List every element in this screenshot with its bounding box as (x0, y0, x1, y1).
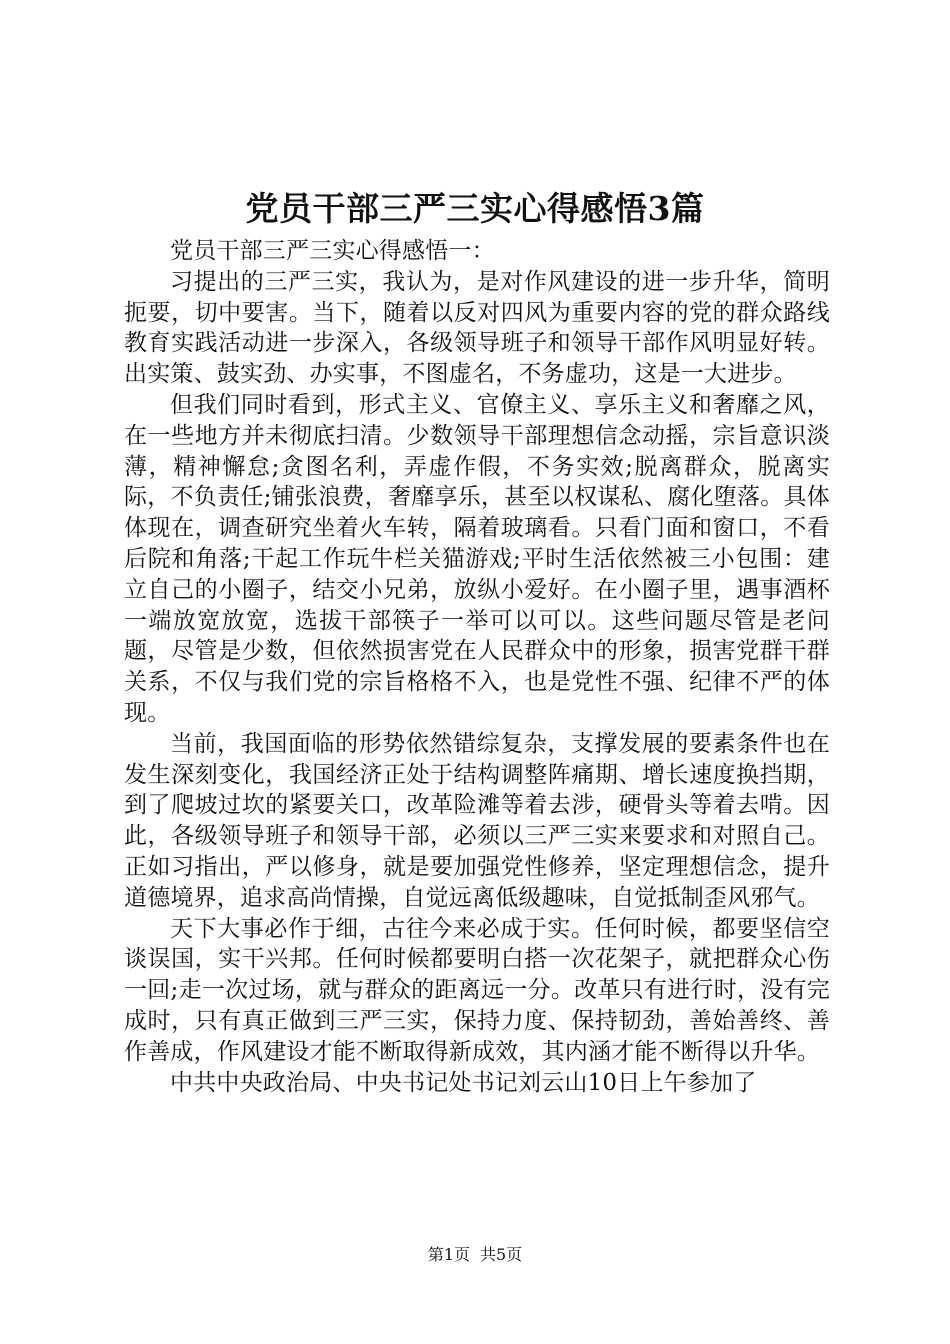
page-number: 第1页 (427, 1245, 470, 1264)
paragraph-heading: 党员干部三严三实心得感悟一： (170, 238, 495, 264)
document-body (124, 236, 830, 1098)
page-total: 共5页 (480, 1245, 523, 1264)
paragraph: 习提出的三严三实，我认为，是对作风建设的进一步升华，简明扼要，切中要害。当下，随着以反对四风为重要内容的党的群众路线教育实践活动进一步深入，各级领导班子和领导干部作风明显好转。出实策、鼓实劲、办实事，不图虚名，不务虚功，这是一大进步。 (124, 268, 830, 388)
paragraph: 天下大事必作于细，古往今来必成于实。任何时候，都要坚信空谈误国，实干兴邦。任何时候都要明白搭一次花架子，就把群众心伤一回;走一次过场，就与群众的距离远一分。改革只有进行时，没有完成时，只有真正做到三严三实，保持力度、保持韧劲，善始善终、善作善成，作风建设才能不断取得新成效，其内涵才能不断得以升华。 (124, 915, 830, 1065)
document-title: 党员干部三严三实心得感悟3篇 (245, 189, 705, 228)
paragraph: 当前，我国面临的形势依然错综复杂，支撑发展的要素条件也在发生深刻变化，我国经济正处于结构调整阵痛期、增长速度换挡期，到了爬坡过坎的紧要关口，改革险滩等着去涉，硬骨头等着去啃。因此，各级领导班子和领导干部，必须以三严三实来要求和对照自己。正如习指出，严以修身，就是要加强党性修养，坚定理想信念，提升道德境界，追求高尚情操，自觉远离低级趣味，自觉抵制歪风邪气。 (124, 730, 830, 911)
page-footer (0, 1244, 950, 1266)
paragraph: 中共中央政治局、中央书记处书记刘云山10日上午参加了 (170, 1069, 757, 1096)
paragraph: 但我们同时看到，形式主义、官僚主义、享乐主义和奢靡之风，在一些地方并未彻底扫清。少数领导干部理想信念动摇，宗旨意识淡薄，精神懈怠;贪图名利，弄虚作假，不务实效;脱离群众，脱离实际，不负责任;铺张浪费，奢靡享乐，甚至以权谋私、腐化堕落。具体体现在，调查研究坐着火车转，隔着玻璃看。只看门面和窗口，不看后院和角落;干起工作玩牛栏关猫游戏;平时生活依然被三小包围：建立自己的小圈子，结交小兄弟，放纵小爱好。在小圈子里，遇事酒杯一端放宽放宽，选拔干部筷子一举可以可以。这些问题尽管是老问题，尽管是少数，但依然损害党在人民群众中的形象，损害党群干群关系，不仅与我们党的宗旨格格不入，也是党性不强、纪律不严的体现。 (124, 391, 830, 726)
